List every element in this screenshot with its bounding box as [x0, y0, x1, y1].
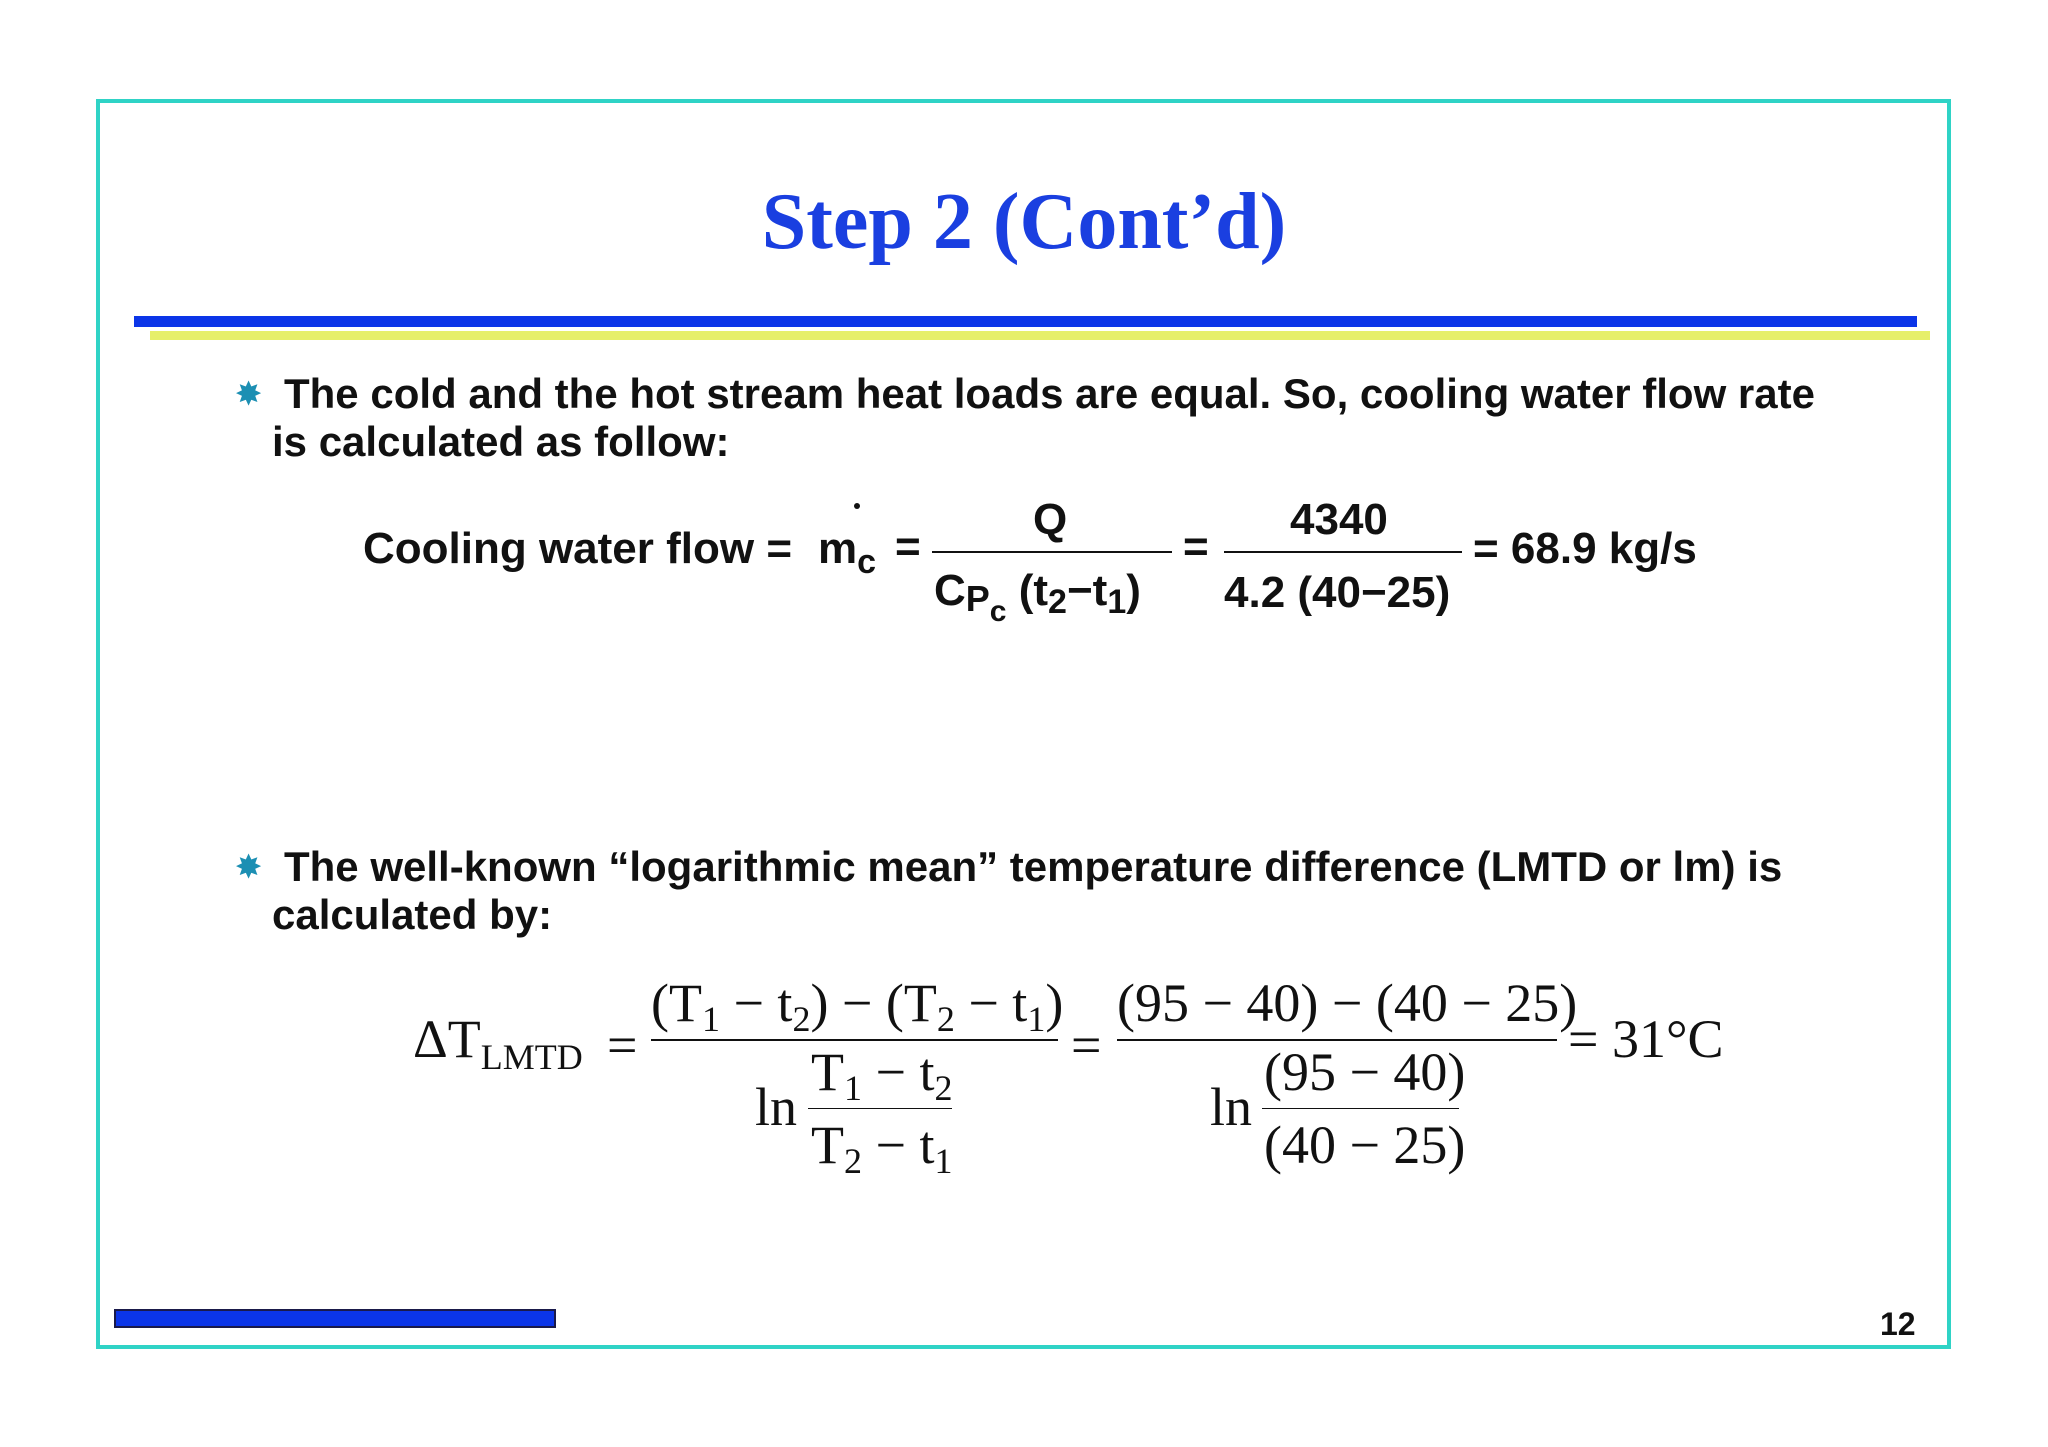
page-number: 12	[1880, 1306, 1916, 1342]
eq2-fraction-bar-1	[651, 1039, 1058, 1041]
eq1-denominator-2: 4.2 (40−25)	[1224, 568, 1451, 617]
eq1-equals-2: =	[1183, 522, 1209, 571]
eq2-ln-1: ln	[755, 1077, 798, 1137]
slide-title: Step 2 (Cont’d)	[761, 178, 1287, 266]
eq2-ln-2: ln	[1210, 1077, 1253, 1137]
eq1-mass-flow: $m_c$	[818, 524, 877, 581]
eq2-inner-numerator: $T_1 - t_2$	[811, 1042, 953, 1108]
eq2-inner-denominator: $T_2 - t_1$	[811, 1115, 953, 1181]
bullet-gear-icon: ✸	[236, 851, 262, 884]
eq1-denominator-1: $CP_c$ (t2−t1)	[934, 566, 1141, 628]
eq2-equals-1: =	[607, 1015, 638, 1075]
eq1-result: = 68.9 kg/s	[1473, 524, 1697, 573]
eq1-numerator-q: Q	[1033, 495, 1068, 544]
slide-frame	[96, 99, 1951, 1349]
title-underline-blue	[134, 316, 1917, 327]
title-underline-yellow	[150, 331, 1930, 340]
eq2-inner-denominator-numeric: (40 − 25)	[1264, 1115, 1466, 1175]
bullet-cooling-water	[236, 370, 1902, 466]
eq1-equals: =	[895, 522, 921, 571]
eq2-inner-fraction-bar-1	[808, 1108, 952, 1109]
eq2-inner-numerator-numeric: (95 − 40)	[1264, 1042, 1466, 1102]
bullet-text-line1: The well-known “logarithmic mean” temperature difference (LMTD or lm) is	[284, 843, 1783, 890]
eq2-result: = 31°C	[1568, 1009, 1724, 1069]
bullet-text-line2: calculated by:	[272, 891, 553, 938]
eq2-numerator-symbolic: $(T_1 - t_2) - (T_2 - t_1)$	[651, 973, 1064, 1039]
eq1-fraction-bar-2	[1224, 551, 1462, 553]
bullet-text-line1: The cold and the hot stream heat loads are equal. So, cooling water flow rate	[284, 370, 1815, 417]
eq2-inner-fraction-bar-2	[1262, 1108, 1459, 1109]
eq2-numerator-numeric: (95 − 40) − (40 − 25)	[1117, 973, 1578, 1033]
eq1-numerator-4340: 4340	[1290, 495, 1388, 544]
eq1-lhs: Cooling water flow =	[363, 524, 793, 573]
footer-bar	[114, 1309, 556, 1328]
bullet-gear-icon: ✸	[236, 378, 262, 411]
eq1-fraction-bar-1	[932, 551, 1172, 553]
bullet-lmtd	[236, 843, 1902, 939]
eq2-equals-2: =	[1071, 1015, 1102, 1075]
bullet-text-line2: is calculated as follow:	[272, 418, 730, 465]
eq2-delta-t-lmtd: $\Delta T_{LMTD}$	[413, 1009, 583, 1077]
eq2-fraction-bar-2	[1117, 1039, 1557, 1041]
eq1-mdot-dot	[854, 503, 860, 509]
